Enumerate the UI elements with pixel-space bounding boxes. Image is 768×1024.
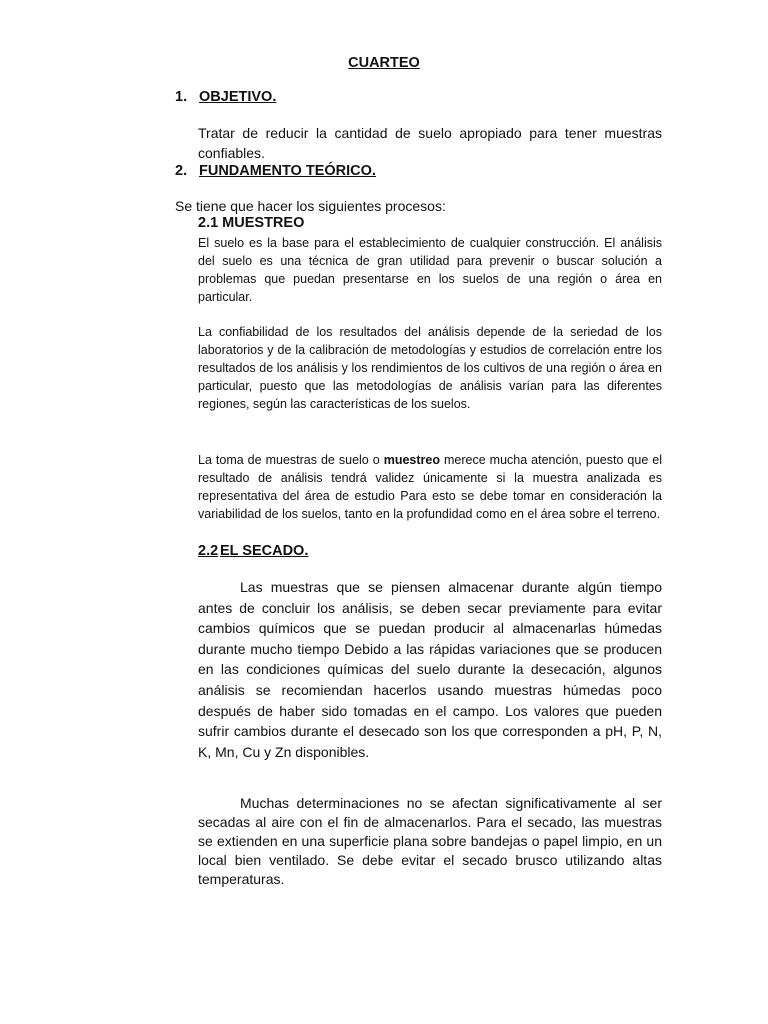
- fundamento-lead: Se tiene que hacer los siguientes procesos:: [175, 198, 446, 214]
- section-heading-objetivo: [175, 89, 276, 105]
- objetivo-paragraph: Tratar de reducir la cantidad de suelo apropiado para tener muestras confiables.: [198, 125, 662, 161]
- section-heading-text: OBJETIVO.: [199, 89, 277, 105]
- section-number: 2.: [175, 163, 188, 179]
- subsection-heading-muestreo: 2.1 MUESTREO: [198, 215, 305, 231]
- muestreo-paragraph-3: [198, 451, 662, 523]
- secado-paragraph-2: Muchas determinaciones no se afectan significativamente al ser secadas al aire con el fin de almacenarlos. Para el secado, las muestras se extienden en una superficie plana sobre bandejas o papel limpio, en un local bien ventilado. Se debe evitar el secado brusco utilizando altas temperaturas.: [198, 795, 662, 887]
- muestreo-paragraph-2: La confiabilidad de los resultados del análisis depende de la seriedad de los laboratorios y de la calibración de metodologías y estudios de correlación entre los resultados de los análisis y los rendimientos de los cultivos de una región o área en particular, puesto que las metodologías de análisis varían para las diferentes regiones, según las características de los suelos.: [198, 325, 662, 411]
- section-number: 1.: [175, 89, 188, 105]
- muestreo-paragraph-1: El suelo es la base para el establecimiento de cualquier construcción. El análisis del suelo es una técnica de gran utilidad para prevenir o buscar solución a problemas que puedan presentarse en los suelos de una región o área en particular.: [198, 236, 662, 304]
- document-title: CUARTEO: [348, 55, 420, 71]
- text-run: merece mucha atención, puesto que el resultado de análisis tendrá validez únicamente si la muestra analizada es representativa del área de estudio Para esto se debe tomar en consideración la variabilidad de los suelos, tanto en la profundidad como en el área sobre el terreno.: [198, 453, 662, 521]
- text-run: La toma de muestras de suelo o: [198, 453, 384, 467]
- section-heading-text: FUNDAMENTO TEÓRICO.: [199, 163, 376, 179]
- subsection-number: 2.2: [198, 543, 219, 559]
- secado-paragraph-1: Las muestras que se piensen almacenar durante algún tiempo antes de concluir los análisis, se deben secar previamente para evitar cambios químicos que se puedan producir al almacenarlas húmedas durante mucho tiempo Debido a las rápidas variaciones que se producen en las condiciones químicas del suelo durante la desecación, algunos análisis se recomiendan hacerlos usando muestras húmedas poco después de haber sido tomadas en el campo. Los valores que pueden sufrir cambios durante el desecado son los que corresponden a pH, P, N, K, Mn, Cu y Zn disponibles.: [198, 579, 662, 760]
- subsection-heading-text: EL SECADO.: [220, 543, 309, 559]
- keyword-muestreo: muestreo: [383, 453, 440, 467]
- section-heading-fundamento: [175, 163, 376, 179]
- subsection-heading-secado: [198, 543, 308, 559]
